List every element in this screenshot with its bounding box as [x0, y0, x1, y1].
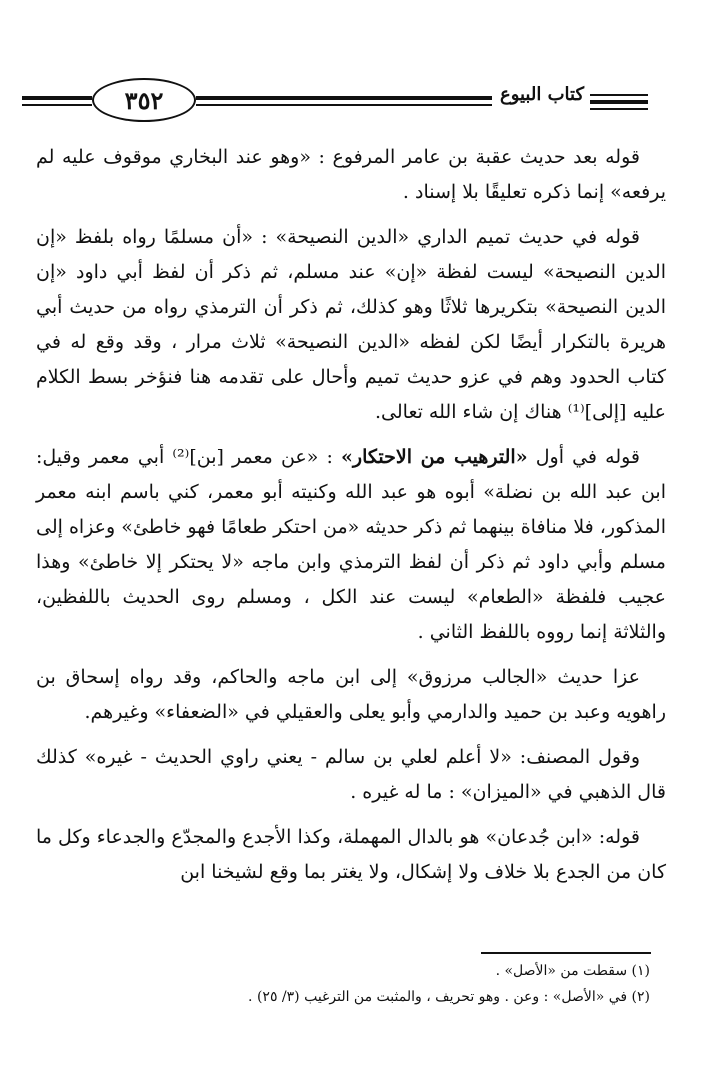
paragraph-4: عزا حديث «الجالب مرزوق» إلى ابن ماجه والحاكم، وقد رواه إسحاق بن راهويه وعبد بن حميد والدارمي وأبو يعلى والعقيلي في «الضعفاء» وغيرهم.	[36, 666, 666, 723]
footnote-2: (٢) في «الأصل» : وعن . وهو تحريف ، والمثبت من الترغيب (٣/ ٢٥) .	[248, 989, 650, 1005]
paragraph-6: قوله: «ابن جُدعان» هو بالدال المهملة، وكذا الأجدع والمجدّع والجدعاء وكل ما كان من الجدع بلا خلاف ولا إشكال، ولا يغتر بما وقع لشيخنا ابن	[36, 826, 666, 883]
header-rule-middle	[196, 96, 492, 100]
book-title: كتاب البيوع	[499, 84, 585, 105]
paragraph-1: قوله بعد حديث عقبة بن عامر المرفوع : «وهو عند البخاري موقوف عليه لم يرفعه» إنما ذكره تعليقًا بلا إسناد .	[36, 146, 666, 203]
paragraph-3	[36, 440, 666, 650]
header-rule-left	[22, 96, 92, 100]
paragraph-3-body: : «عن معمر [بن]⁽²⁾ أبي معمر وقيل: ابن عبد الله بن نضلة» أبوه هو عبد الله وكنيته أبو معمر، كني باسم ابنه معمر المذكور، فلا منافاة بينهما ثم ذكر حديثه «من احتكر طعامًا فهو خاطئ» وعزاه إلى مسلم وأبي داود ثم ذكر أن لفظ الترمذي وابن ماجه «لا يحتكر إلا خاطئ» وهذا عجيب فلفظة «الطعام» ليست عند الكل ، ومسلم روى الحديث باللفظين، والثلاثة إنما رووه باللفظ الثاني .	[36, 446, 666, 643]
page-header	[22, 78, 648, 126]
header-rule-right-top	[590, 94, 648, 96]
paragraph-3-lead: قوله في أول	[527, 446, 641, 468]
paragraph-5: وقول المصنف: «لا أعلم لعلي بن سالم - يعني راوي الحديث - غيره» كذلك قال الذهبي في «الميزان» : ما له غيره .	[36, 746, 666, 803]
chapter-heading: «الترهيب من الاحتكار»	[341, 446, 528, 468]
main-text	[36, 140, 666, 900]
header-rule-right	[590, 100, 648, 104]
header-rule-right-bottom	[590, 108, 648, 110]
paragraph-2: قوله في حديث تميم الداري «الدين النصيحة» : «أن مسلمًا رواه بلفظ «إن الدين النصيحة» ليست لفظة «إن» عند مسلم، ثم ذكر أن لفظ أبي داود «إن الدين النصيحة» بتكريرها ثلاثًا وهو كذلك، ثم ذكر أن الترمذي رواه من حديث أبي هريرة بالتكرار أيضًا لكن لفظه «الدين النصيحة» ثلاث مرار ، وقد وقع له في كتاب الحدود وهم في عزو حديث تميم وأحال على تقدمه هنا فنؤخر بسط الكلام عليه [إلى]⁽¹⁾ هناك إن شاء الله تعالى.	[36, 226, 666, 423]
header-rule-left-thin	[22, 104, 92, 106]
page-number: ٣٥٢	[92, 78, 196, 122]
footnotes	[40, 958, 650, 1010]
footnote-1: (١) سقطت من «الأصل» .	[495, 963, 650, 979]
header-rule-middle-thin	[196, 104, 492, 106]
footnote-divider	[481, 952, 651, 954]
